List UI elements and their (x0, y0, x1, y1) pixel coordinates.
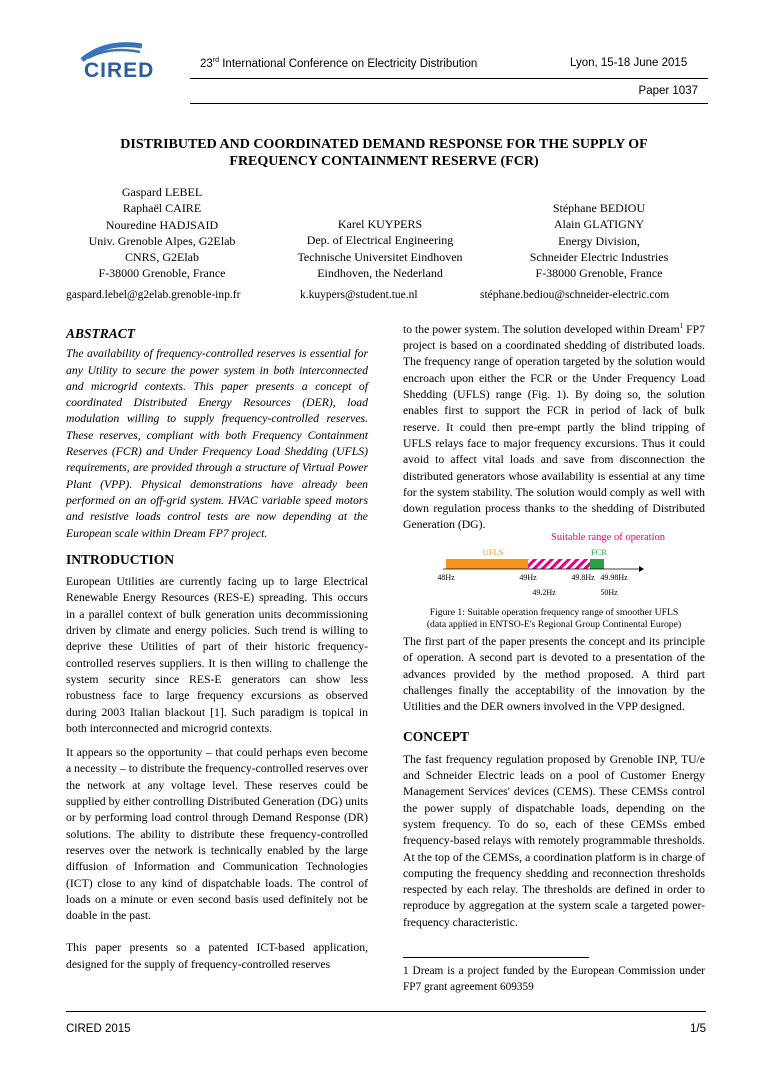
title-line-2: FREQUENCY CONTAINMENT RESERVE (FCR) (229, 154, 539, 169)
cired-logo (76, 38, 155, 84)
footer-left: CIRED 2015 (66, 1023, 131, 1035)
ufls-label: UFLS (482, 547, 504, 557)
right-column (403, 318, 705, 536)
tick-49hz: 49Hz (519, 573, 537, 582)
figure-1 (403, 528, 705, 628)
fcr-bar (590, 559, 604, 569)
page-number: 1/5 (690, 1023, 706, 1035)
ufls-bar (446, 559, 528, 569)
authors-right: Stéphane BEDIOU Alain GLATIGNY Energy Division, Schneider Electric Industries F-38000 Grenoble, France (529, 201, 669, 281)
right-paragraph-1: to the power system. The solution developed within Dream$^1$ FP7 project is based on a coordinated shedding of distributed loads. The frequency range of operation targeted by the solution would encroach upon either the FCR or the Under Frequency Load Shedding (UFLS) range (Fig. 1). By doing so, the solution enables first to support the FCR in period of lack of bulk reserve. It could then pre-empt partly the blind tripping of UFLS relays face to major frequency excursions. Thus it could avoid to affect vital loads and save from disconnection the distributed generators whose availability is essential at any time for the system stability. The solution would comply as well with down regulation process thanks to the shedding of Distributed Generation (DG). (403, 322, 705, 532)
range-hatch (528, 559, 590, 569)
tick-49-8hz: 49.8Hz (571, 573, 595, 582)
email-left[interactable]: gaspard.lebel@g2elab.grenoble-inp.fr (66, 289, 241, 301)
figure-caption: Figure 1: Suitable operation frequency range of smoother UFLS (data applied in ENTSO-E's Regional Group Continental Europe) (426, 607, 682, 630)
tick-50hz: 50Hz (600, 588, 618, 597)
header-rule-1 (190, 78, 708, 79)
abstract-heading: ABSTRACT (66, 326, 136, 341)
intro-paragraph-1: European Utilities are currently facing up to large Electrical Renewable Energy Resources (RES-E) spreading. This occurs in a parallel context of bulk generation units decommissioning driven by climate and energy policies. Such trend is willing to deprive these Utilities of part of their historic frequency-controlled reserves suppliers. It is then willing to challenge the system security since RES-E generators can show less robustness face to large frequency excursions as observed during 2003 Italian blackout [1]. Such paradigm is topical in both interconnected and microgrid contexts. (66, 575, 368, 735)
logo-text: CIRED (84, 59, 155, 82)
right-paragraph-3: The fast frequency regulation proposed by Grenoble INP, TU/e and Schneider Electric leads on a pool of Customer Energy Management Services' devices (CEMS). These CEMSs control the power supply of dispatchable loads, depending on the system frequency. To do so, each of these CEMSs embed frequency-based relays with remotely programmable thresholds. At the top of the CEMSs, a coordination platform is in charge of computing the frequency shedding and reconnection thresholds respected by each relay. The thresholds are defined in order to reproduce by aggregation at the system scale a targeted power-frequency characteristic. (403, 752, 705, 929)
right-column-lower (403, 634, 705, 939)
email-center[interactable]: k.kuypers@student.tue.nl (300, 289, 418, 301)
tick-49-98hz: 49.98Hz (600, 573, 628, 582)
intro-paragraph-2: It appears so the opportunity – that could perhaps even become a necessity – to distribute the frequency-controlled reserves over the network at any voltage level. These reserves could be supplied by either controlling Distributed Generation (DG) units or by performing load control through Demand Response (DR) solutions. The ability to distribute these frequency-controlled reserves over the network is technically enabled by the large diffusion of Information and Communication Technologies (ICT) close to any kind of dispatchable loads. The control of loads on a minute or even second basis used definitely not be doable in the past. (66, 746, 368, 923)
footnote-rule (403, 957, 589, 958)
paper-id: Paper 1037 (638, 85, 698, 97)
paper-title (60, 136, 708, 170)
footer-rule (66, 1011, 706, 1012)
email-right[interactable]: stéphane.bediou@schneider-electric.com (480, 289, 670, 301)
intro-paragraph-3: This paper presents so a patented ICT-based application, designed for the supply of frequency-controlled reserves (66, 941, 368, 971)
location-date: Lyon, 15-18 June 2015 (570, 57, 688, 69)
footnote: 1 Dream is a project funded by the European Commission under FP7 grant agreement 609359 (403, 965, 705, 993)
concept-heading: CONCEPT (403, 729, 470, 745)
tick-48hz: 48Hz (437, 573, 455, 582)
introduction-heading: INTRODUCTION (66, 551, 175, 567)
axis-arrow-icon (639, 566, 644, 572)
authors-center: Karel KUYPERS Dep. of Electrical Engineering Technische Universitet Eindhoven Eindhoven, the Nederland (297, 217, 463, 280)
left-column (66, 326, 368, 981)
range-label: Suitable range of operation (550, 532, 666, 543)
tick-49-2hz: 49.2Hz (532, 588, 556, 597)
fcr-label: FCR (590, 547, 608, 557)
conference-name: 23rd International Conference on Electricity Distribution (200, 57, 478, 70)
frequency-range-diagram (403, 528, 705, 600)
authors-left: Gaspard LEBEL Raphaël CAIRE Nouredine HADJSAID Univ. Grenoble Alpes, G2Elab CNRS, G2Elab F-38000 Grenoble, France (88, 185, 236, 281)
right-paragraph-2: The first part of the paper presents the concept and its principle of operation. A second part is devoted to a presentation of the advances provided by the method proposed. A third part challenges finally the acceptability of the innovation by the Utilities and the DER owners involved in the VPP designed. (403, 635, 705, 714)
abstract-text: The availability of frequency-controlled reserves is essential for any Utility to secure the power system in both interconnected and microgrid contexts. This paper presents a concept of coordinated Distributed Energy Resources (DER), load modulation willing to supply frequency-controlled reserves. These reserves, compliant with both Frequency Containment Reserves (FCR) and Under Frequency Load Shedding (UFLS) requirements, are provided through a structure of Virtual Power Plant (VPP). Physical demonstrations have already been performed on an off-grid system. HVAC variable speed motors and resistive loads control tests are now depending at the European scale within Dream FP7 project. (66, 347, 368, 540)
title-line-1: DISTRIBUTED AND COORDINATED DEMAND RESPONSE FOR THE SUPPLY OF (120, 137, 648, 152)
header-rule-2 (190, 103, 708, 104)
